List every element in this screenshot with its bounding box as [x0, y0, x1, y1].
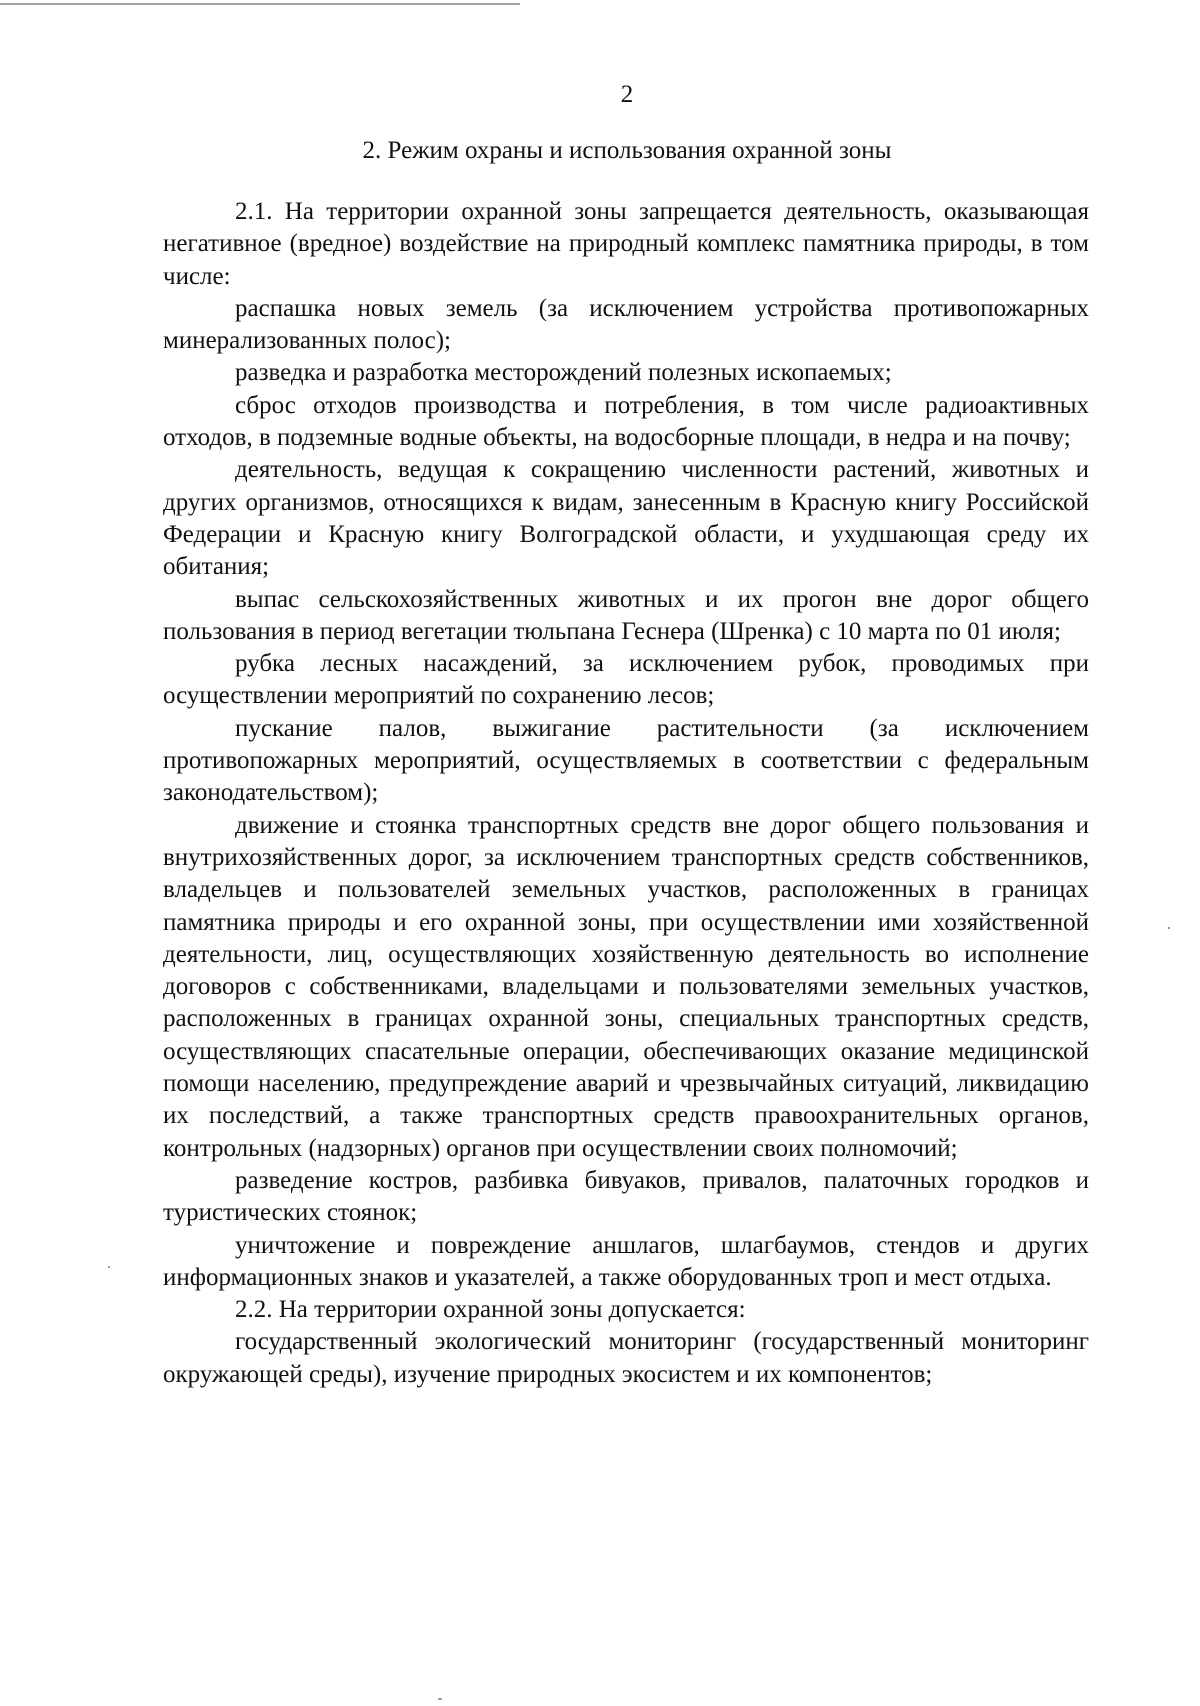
scan-edge-mark: [0, 3, 520, 5]
paragraph: 2.2. На территории охранной зоны допускается:: [235, 1296, 746, 1324]
paragraph: пускание палов, выжигание растительности (за исключением противопожарных мероприятий, осуществляемых в соответствии с федеральным законодательством);: [163, 714, 1089, 807]
scan-speck: [1168, 927, 1170, 929]
paragraph: рубка лесных насаждений, за исключением рубок, проводимых при осуществлении мероприятий по сохранению лесов;: [163, 650, 1089, 710]
paragraph: 2.1. На территории охранной зоны запрещается деятельность, оказывающая негативное (вредное) воздействие на природный комплекс памятника природы, в том числе:: [163, 198, 1089, 290]
scan-speck: [108, 1266, 110, 1268]
page-number: 2: [620, 81, 634, 108]
paragraph: деятельность, ведущая к сокращению численности растений, животных и других организмов, относящихся к видам, занесенным в Красную книгу Российской Федерации и Красную книгу Волгоградской области, и ухудшающая среду их обитания;: [163, 456, 1089, 581]
paragraph: разведение костров, разбивка бивуаков, привалов, палаточных городков и туристических стоянок;: [163, 1166, 1089, 1227]
paragraph: сброс отходов производства и потребления, в том числе радиоактивных отходов, в подземные водные объекты, на водосборные площади, в недра и на почву;: [163, 391, 1089, 452]
paragraph: распашка новых земель (за исключением устройства противопожарных минерализованных полос);: [163, 294, 1089, 355]
paragraph: государственный экологический мониторинг (государственный мониторинг окружающей среды), изучение природных экосистем и их компонентов;: [163, 1328, 1089, 1388]
paragraph: разведка и разработка месторождений полезных ископаемых;: [235, 359, 892, 387]
scan-speck: [438, 1698, 442, 1700]
section-title: 2. Режим охраны и использования охранной зоны: [362, 137, 892, 164]
paragraph: движение и стоянка транспортных средств вне дорог общего пользования и внутрихозяйственных дорог, за исключением транспортных средств собственников, владельцев и пользователей земельных участков, расположенных в границах памятника природы и его охранной зоны, при осуществлении ими хозяйственной деятельности, лиц, осуществляющих хозяйственную деятельность во исполнение договоров с собственниками, владельцами и пользователями земельных участков, расположенных в границах охранной зоны, специальных транспортных средств, осуществляющих спасательные операции, обеспечивающих оказание медицинской помощи населению, предупреждение аварий и чрезвычайных ситуаций, ликвидацию их последствий, а также транспортных средств правоохранительных органов, контрольных (надзорных) органов при осуществлении своих полномочий;: [163, 811, 1089, 1162]
document-body: [163, 196, 1089, 1391]
paragraph: выпас сельскохозяйственных животных и их прогон вне дорог общего пользования в период вегетации тюльпана Геснера (Шренка) с 10 марта по 01 июля;: [163, 585, 1089, 645]
paragraph: уничтожение и повреждение аншлагов, шлагбаумов, стендов и других информационных знаков и указателей, а также оборудованных троп и мест отдыха.: [163, 1231, 1089, 1291]
